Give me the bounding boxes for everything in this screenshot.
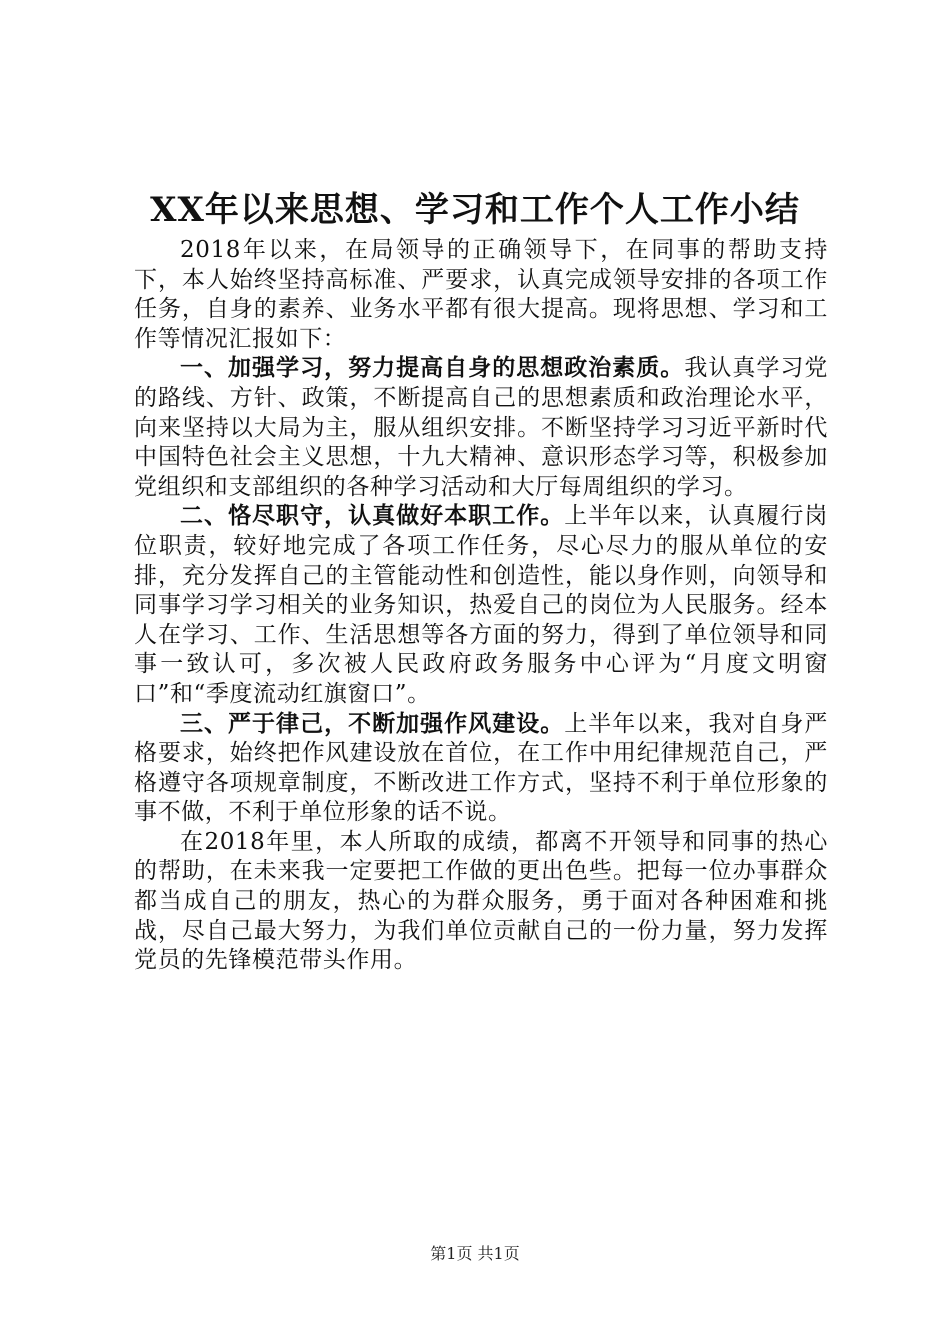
- page-footer: 第1页 共1页: [430, 1244, 520, 1263]
- paragraph-text: 我认真学习党的路线、方针、政策，不断提高自己的思想素质和政治理论水平，向来坚持以大局为主，服从组织安排。不断坚持学习习近平新时代中国特色社会主义思想，十九大精神、意识形态学习等，积极参加党组织和支部组织的各种学习活动和大厅每周组织的学习。: [134, 355, 828, 500]
- section-heading: 三、严于律己，不断加强作风建设。: [180, 710, 565, 737]
- paragraph-text: 上半年以来，我对自身严格要求，始终把作风建设放在首位，在工作中用纪律规范自己，严格遵守各项规章制度，不断改进工作方式，坚持不利于单位形象的事不做，不利于单位形象的话不说。: [134, 710, 828, 826]
- section-heading: 一、加强学习，努力提高自身的思想政治素质。: [180, 355, 685, 382]
- section-paragraph-discipline: [134, 710, 828, 828]
- paragraph-text: 2018年以来，在局领导的正确领导下，在同事的帮助支持下，本人始终坚持高标准、严要求，认真完成领导安排的各项工作任务，自身的素养、业务水平都有很大提高。现将思想、学习和工作等情况汇报如下：: [134, 237, 828, 352]
- closing-paragraph: [134, 828, 828, 976]
- document-title: XX年以来思想、学习和工作个人工作小结: [150, 190, 800, 230]
- paragraph-text: 上半年以来，认真履行岗位职责，较好地完成了各项工作任务，尽心尽力的服从单位的安排，充分发挥自己的主管能动性和创造性，能以身作则，向领导和同事学习学习相关的业务知识，热爱自己的岗位为人民服务。经本人在学习、工作、生活思想等各方面的努力，得到了单位领导和同事一致认可，多次被人民政府政务服务中心评为“月度文明窗口”和“季度流动红旗窗口”。: [134, 503, 828, 707]
- section-heading: 二、恪尽职守，认真做好本职工作。: [180, 503, 565, 530]
- section-paragraph-study: [134, 354, 828, 502]
- section-paragraph-duty: [134, 502, 828, 709]
- paragraph-text: 在2018年里，本人所取的成绩，都离不开领导和同事的热心的帮助，在未来我一定要把工作做的更出色些。把每一位办事群众都当成自己的朋友，热心的为群众服务，勇于面对各种困难和挑战，尽自己最大努力，为我们单位贡献自己的一份力量，努力发挥党员的先锋模范带头作用。: [134, 828, 828, 974]
- document-body: [134, 236, 828, 976]
- intro-paragraph: [134, 236, 828, 354]
